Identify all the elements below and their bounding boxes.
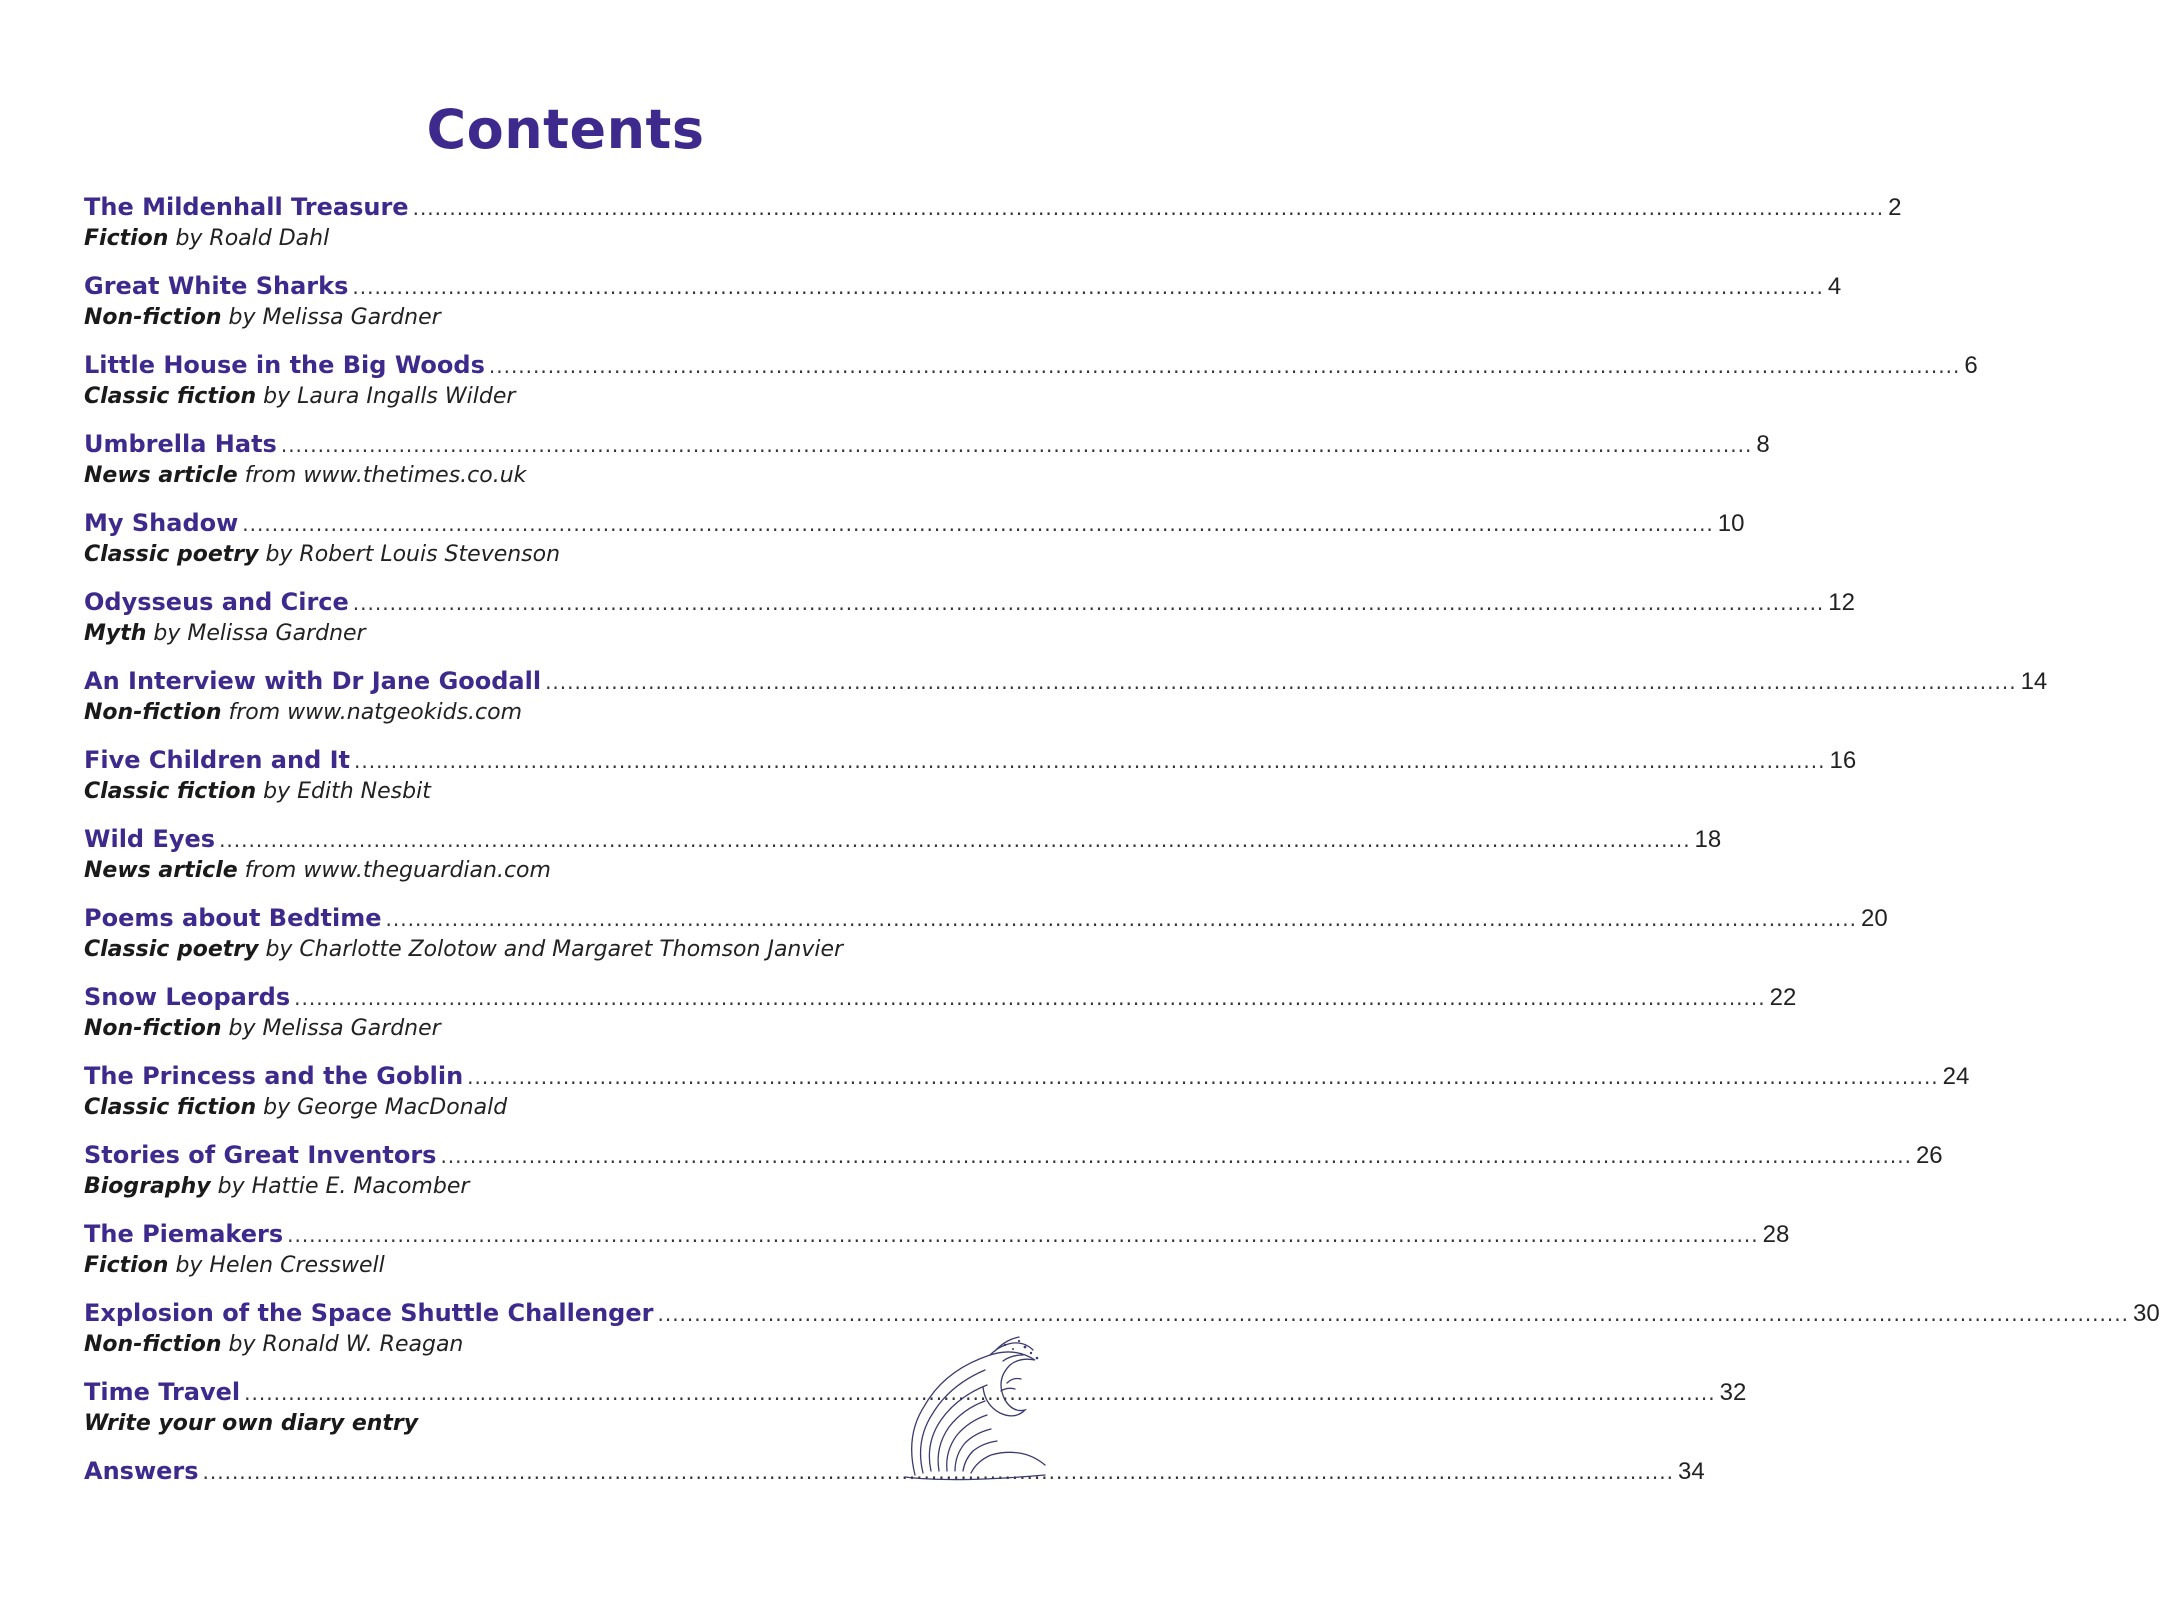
entry-title[interactable]: The Mildenhall Treasure — [84, 193, 409, 221]
entry-genre: News article — [84, 858, 238, 883]
entry-credit: by Robert Louis Stevenson — [258, 542, 561, 567]
toc-entry[interactable] — [84, 1375, 1747, 1439]
entry-credit: by Hattie E. Macomber — [210, 1174, 470, 1199]
entry-credit: by Charlotte Zolotow and Margaret Thomson Janvier — [258, 937, 844, 962]
entry-title[interactable]: Umbrella Hats — [84, 430, 277, 458]
entry-title[interactable]: Five Children and It — [84, 746, 351, 774]
dot-leader: ........................................................................................................................................................................................................ — [412, 196, 1885, 220]
entry-title[interactable]: Stories of Great Inventors — [84, 1141, 437, 1169]
dot-leader: ........................................................................................................................................................................................................ — [467, 1065, 1939, 1089]
entry-genre: Write your own diary entry — [84, 1411, 419, 1436]
entry-genre: Classic fiction — [84, 1095, 257, 1120]
toc-entry[interactable] — [84, 269, 1842, 333]
dot-leader: ........................................................................................................................................................................................................ — [287, 1223, 1759, 1247]
entry-credit: from www.theguardian.com — [237, 858, 551, 883]
dot-leader: ........................................................................................................................................................................................................ — [352, 591, 1825, 615]
dot-leader: ........................................................................................................................................................................................................ — [385, 907, 1857, 931]
entry-genre: Non-fiction — [84, 1332, 222, 1357]
page-number: 26 — [1915, 1142, 1943, 1169]
dot-leader: ........................................................................................................................................................................................................ — [354, 749, 1826, 773]
entry-genre: Classic poetry — [84, 937, 259, 962]
entry-title[interactable]: The Piemakers — [84, 1220, 284, 1248]
page-number: 28 — [1762, 1221, 1790, 1248]
toc-entry[interactable] — [84, 1138, 1943, 1202]
entry-title[interactable]: Odysseus and Circe — [84, 588, 349, 616]
page-title: Contents — [426, 98, 705, 161]
page-number: 4 — [1827, 273, 1842, 300]
entry-title[interactable]: Answers — [84, 1457, 199, 1485]
page-number: 10 — [1717, 510, 1745, 537]
page-number: 12 — [1828, 589, 1855, 616]
page-number: 24 — [1942, 1063, 1970, 1090]
dot-leader: ........................................................................................................................................................................................................ — [244, 1381, 1716, 1405]
entry-credit: by Melissa Gardner — [221, 1016, 441, 1041]
entry-credit: by Ronald W. Reagan — [221, 1332, 464, 1357]
entry-title[interactable]: Explosion of the Space Shuttle Challenger — [84, 1299, 654, 1327]
dot-leader: ........................................................................................................................................................................................................ — [280, 433, 1753, 457]
entry-genre: Classic poetry — [84, 542, 259, 567]
toc-entry[interactable] — [84, 901, 1888, 965]
toc-entry[interactable] — [84, 427, 1770, 491]
entry-credit: by Melissa Gardner — [221, 305, 441, 330]
entry-genre: Non-fiction — [84, 1016, 222, 1041]
entry-title[interactable]: My Shadow — [84, 509, 239, 537]
entry-genre: Classic fiction — [84, 384, 257, 409]
page-number: 20 — [1861, 905, 1888, 932]
toc-entry[interactable] — [84, 190, 1902, 254]
entry-title[interactable]: Great White Sharks — [84, 272, 349, 300]
entry-title[interactable]: Snow Leopards — [84, 983, 291, 1011]
dot-leader: ........................................................................................................................................................................................................ — [352, 275, 1824, 299]
page-number: 16 — [1829, 747, 1857, 774]
entry-genre: Fiction — [84, 1253, 169, 1278]
page-number: 34 — [1678, 1458, 1705, 1485]
entry-genre: Fiction — [84, 226, 169, 251]
toc-entry[interactable] — [84, 822, 1722, 886]
toc-entry[interactable] — [84, 1296, 2160, 1360]
entry-credit: by Roald Dahl — [168, 226, 330, 251]
page-number: 8 — [1756, 431, 1770, 458]
dot-leader: ........................................................................................................................................................................................................ — [242, 512, 1714, 536]
dot-leader: ........................................................................................................................................................................................................ — [440, 1144, 1912, 1168]
dot-leader: ........................................................................................................................................................................................................ — [294, 986, 1766, 1010]
entry-credit: by Melissa Gardner — [146, 621, 366, 646]
entry-title[interactable]: Time Travel — [84, 1378, 241, 1406]
dot-leader: ........................................................................................................................................................................................................ — [488, 354, 1961, 378]
page-number: 18 — [1694, 826, 1722, 853]
entry-credit: by George MacDonald — [256, 1095, 508, 1120]
page-number: 22 — [1769, 984, 1797, 1011]
entry-title[interactable]: Wild Eyes — [84, 825, 216, 853]
entry-genre: Classic fiction — [84, 779, 257, 804]
toc-entry[interactable] — [84, 348, 1978, 412]
toc-entry[interactable] — [84, 506, 1745, 570]
entry-genre: Non-fiction — [84, 700, 222, 725]
entry-credit: by Edith Nesbit — [256, 779, 431, 804]
page-number: 14 — [2020, 668, 2048, 695]
entry-credit: from www.natgeokids.com — [221, 700, 523, 725]
wave-icon — [895, 1325, 1055, 1485]
entry-title[interactable]: An Interview with Dr Jane Goodall — [84, 667, 542, 695]
dot-leader: ........................................................................................................................................................................................................ — [202, 1460, 1674, 1484]
page-number: 2 — [1888, 194, 1902, 221]
dot-leader: ........................................................................................................................................................................................................ — [545, 670, 2017, 694]
dot-leader: ........................................................................................................................................................................................................ — [219, 828, 1691, 852]
toc-entry[interactable] — [84, 1454, 1705, 1488]
entry-title[interactable]: Little House in the Big Woods — [84, 351, 485, 379]
entry-genre: Non-fiction — [84, 305, 222, 330]
entry-genre: Biography — [84, 1174, 211, 1199]
entry-genre: News article — [84, 463, 238, 488]
toc-entry[interactable] — [84, 664, 2048, 728]
entry-credit: by Helen Cresswell — [168, 1253, 385, 1278]
dot-leader: ........................................................................................................................................................................................................ — [657, 1302, 2129, 1326]
entry-title[interactable]: Poems about Bedtime — [84, 904, 382, 932]
toc-entry[interactable] — [84, 1217, 1790, 1281]
entry-credit: from www.thetimes.co.uk — [237, 463, 527, 488]
entry-credit: by Laura Ingalls Wilder — [256, 384, 516, 409]
page-number: 6 — [1964, 352, 1978, 379]
toc-entry[interactable] — [84, 585, 1855, 649]
page-number: 32 — [1719, 1379, 1747, 1406]
toc-entry[interactable] — [84, 980, 1797, 1044]
entry-title[interactable]: The Princess and the Goblin — [84, 1062, 464, 1090]
toc-entry[interactable] — [84, 1059, 1970, 1123]
entry-genre: Myth — [84, 621, 147, 646]
page-number: 30 — [2132, 1300, 2160, 1327]
toc-entry[interactable] — [84, 743, 1857, 807]
